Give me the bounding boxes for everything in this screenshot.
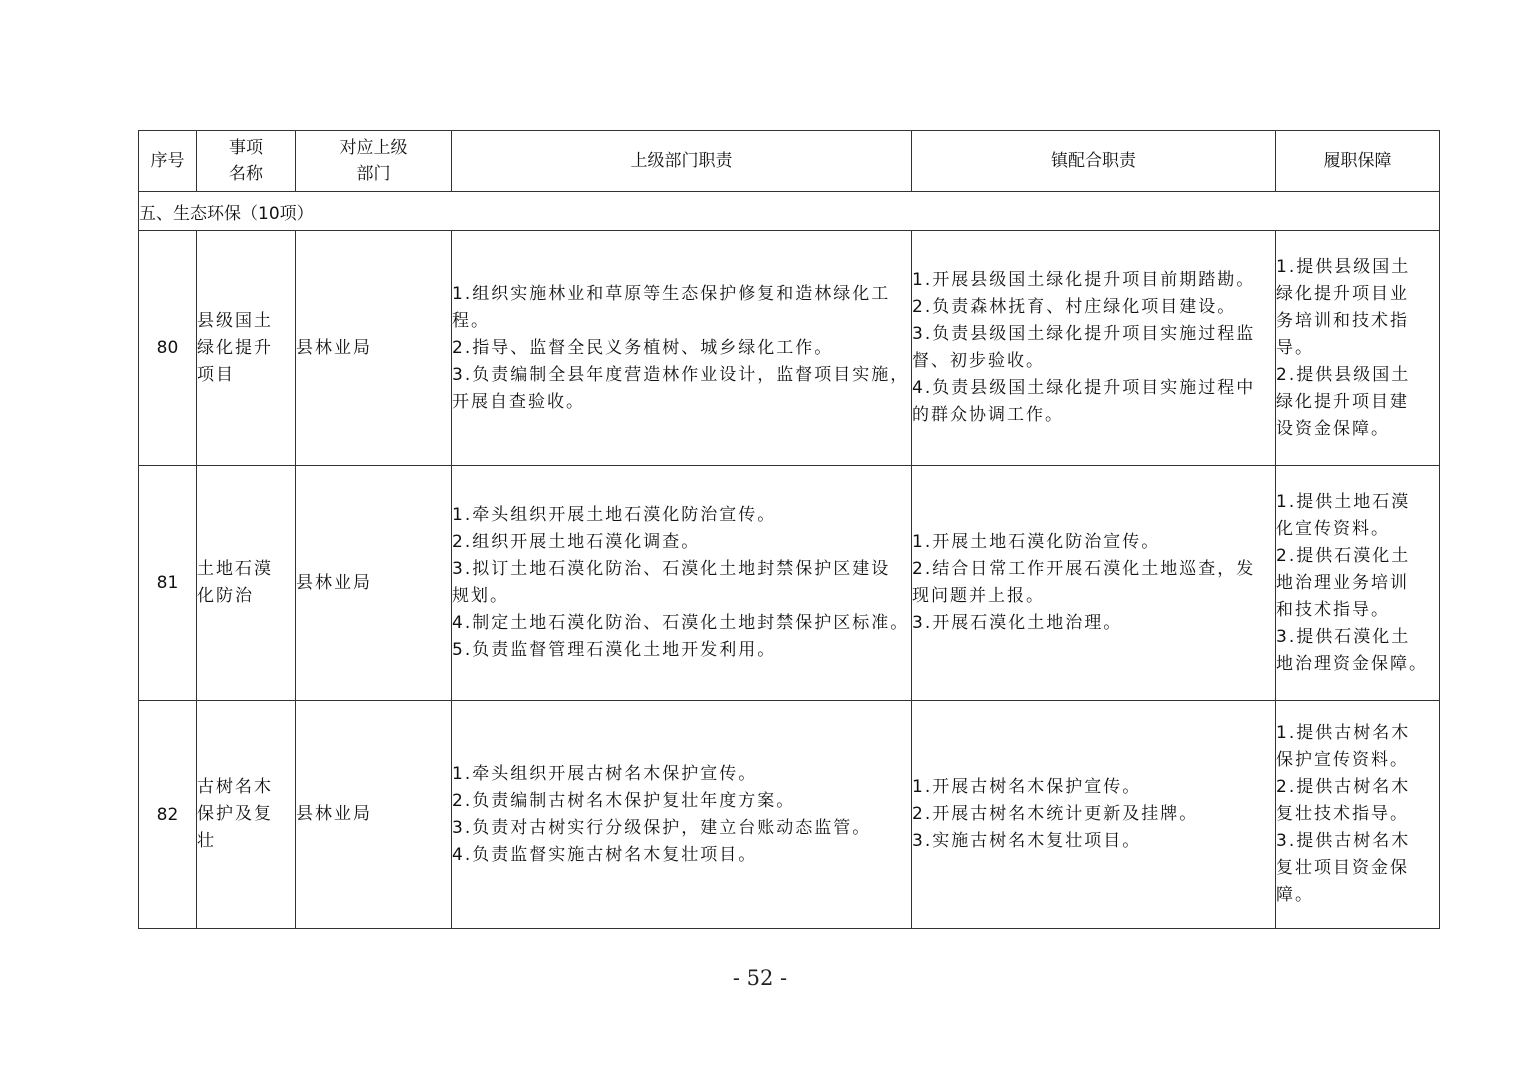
- row-superior-duties-line: 3.负责对古树实行分级保护，建立台账动态监管。: [452, 817, 872, 838]
- header-dept-line2: 部门: [356, 164, 391, 184]
- row-guarantee-line: 2.提供县级国土: [1276, 364, 1411, 385]
- row-town-duties-line: 的群众协调工作。: [912, 405, 1064, 425]
- row-superior-duties-line: 2.组织开展土地石漠化调查。: [452, 532, 701, 552]
- row-guarantee-line: 2.提供石漠化土: [1276, 545, 1411, 566]
- row-seq: 80: [139, 231, 197, 466]
- row-town-duties-line: 1.开展土地石漠化防治宣传。: [912, 532, 1161, 552]
- row-guarantee-line: 2.提供古树名木: [1276, 777, 1411, 797]
- row-superior-duties-line: 4.负责监督实施古树名木复壮项目。: [452, 844, 758, 865]
- row-item-name-line: 县级国土: [197, 310, 273, 331]
- section-row: [139, 192, 1440, 231]
- section-title: 五、生态环保（10项）: [139, 192, 1440, 231]
- row-item-name-line: 绿化提升: [197, 337, 273, 358]
- row-superior-duties-line: 5.负责监督管理石漠化土地开发利用。: [452, 640, 777, 660]
- header-town-duties: 镇配合职责: [912, 131, 1276, 192]
- row-guarantee-line: 复壮项目资金保: [1276, 858, 1409, 878]
- table-row: [139, 231, 1440, 466]
- row-superior-duties-line: 3.拟订土地石漠化防治、石漠化土地封禁保护区建设: [452, 559, 891, 579]
- row-town-duties-line: 1.开展县级国土绿化提升项目前期踏勘。: [912, 270, 1256, 290]
- row-item-name-line: 土地石漠: [197, 559, 273, 579]
- header-seq: 序号: [139, 131, 197, 192]
- row-guarantee-line: 务培训和技术指: [1276, 310, 1409, 331]
- row-item-name: [197, 231, 296, 466]
- header-guarantee: 履职保障: [1276, 131, 1440, 192]
- row-guarantee: [1276, 701, 1440, 929]
- row-town-duties-line: 现问题并上报。: [912, 586, 1045, 606]
- row-guarantee-line: 复壮技术指导。: [1276, 804, 1409, 824]
- row-item-name-line: 古树名木: [197, 777, 273, 797]
- row-town-duties-line: 1.开展古树名木保护宣传。: [912, 777, 1142, 797]
- row-guarantee-line: 绿化提升项目建: [1276, 391, 1409, 412]
- row-item-name: [197, 701, 296, 929]
- row-item-name: [197, 466, 296, 701]
- row-item-name-line: 项目: [197, 364, 235, 385]
- row-guarantee-line: 地治理资金保障。: [1276, 653, 1428, 674]
- row-guarantee-line: 3.提供石漠化土: [1276, 626, 1411, 647]
- header-item-line2: 名称: [229, 164, 263, 184]
- row-guarantee: [1276, 231, 1440, 466]
- row-superior-duties-line: 2.指导、监督全民义务植树、城乡绿化工作。: [452, 337, 834, 358]
- row-superior-duties-line: 2.负责编制古树名木保护复壮年度方案。: [452, 790, 796, 811]
- row-seq: 81: [139, 466, 197, 701]
- row-guarantee-line: 1.提供古树名木: [1276, 723, 1411, 743]
- row-town-duties-line: 3.实施古树名木复壮项目。: [912, 831, 1142, 851]
- row-superior-duties-line: 1.牵头组织开展土地石漠化防治宣传。: [452, 505, 777, 525]
- row-superior-duties-line: 程。: [452, 310, 490, 331]
- row-superior-duties-line: 4.制定土地石漠化防治、石漠化土地封禁保护区标准。: [452, 613, 910, 633]
- row-superior-duties-line: 1.组织实施林业和草原等生态保护修复和造林绿化工: [452, 283, 891, 304]
- header-row: [139, 131, 1440, 192]
- row-superior-duties-line: 规划。: [452, 586, 509, 606]
- row-guarantee-line: 保护宣传资料。: [1276, 750, 1409, 770]
- row-guarantee: [1276, 466, 1440, 701]
- row-superior-duties-line: 开展自查验收。: [452, 391, 585, 412]
- row-town-duties-line: 3.负责县级国土绿化提升项目实施过程监: [912, 324, 1256, 344]
- header-item-line1: 事项: [229, 138, 263, 158]
- row-town-duties-line: 2.负责森林抚育、村庄绿化项目建设。: [912, 297, 1237, 317]
- row-town-duties-line: 2.结合日常工作开展石漠化土地巡查，发: [912, 559, 1256, 579]
- row-guarantee-line: 设资金保障。: [1276, 418, 1390, 439]
- row-superior-duties: [452, 231, 912, 466]
- row-superior-duties: [452, 466, 912, 701]
- row-town-duties: [912, 466, 1276, 701]
- row-guarantee-line: 3.提供古树名木: [1276, 831, 1411, 851]
- row-guarantee-line: 和技术指导。: [1276, 599, 1390, 620]
- row-guarantee-line: 地治理业务培训: [1276, 572, 1409, 593]
- row-town-duties-line: 督、初步验收。: [912, 351, 1045, 371]
- row-seq: 82: [139, 701, 197, 929]
- row-superior-duties-line: 3.负责编制全县年度营造林作业设计，监督项目实施，: [452, 364, 910, 385]
- row-guarantee-line: 1.提供土地石漠: [1276, 491, 1411, 512]
- header-superior-duties: 上级部门职责: [452, 131, 912, 192]
- row-town-duties-line: 4.负责县级国土绿化提升项目实施过程中: [912, 378, 1256, 398]
- duties-table: [138, 130, 1440, 929]
- row-superior-duties-line: 1.牵头组织开展古树名木保护宣传。: [452, 763, 758, 784]
- row-guarantee-line: 障。: [1276, 885, 1314, 905]
- row-superior-duties: [452, 701, 912, 929]
- row-department: 县林业局: [296, 466, 452, 701]
- page-number: - 52 -: [732, 966, 788, 990]
- row-town-duties: [912, 701, 1276, 929]
- row-town-duties: [912, 231, 1276, 466]
- header-item-name: [197, 131, 296, 192]
- header-department: [296, 131, 452, 192]
- row-department: 县林业局: [296, 701, 452, 929]
- table-row: [139, 701, 1440, 929]
- row-department: 县林业局: [296, 231, 452, 466]
- row-guarantee-line: 1.提供县级国土: [1276, 256, 1411, 277]
- row-town-duties-line: 2.开展古树名木统计更新及挂牌。: [912, 804, 1199, 824]
- row-item-name-line: 保护及复: [197, 804, 273, 824]
- row-guarantee-line: 绿化提升项目业: [1276, 283, 1409, 304]
- row-item-name-line: 壮: [197, 831, 216, 851]
- header-dept-line1: 对应上级: [339, 138, 408, 158]
- row-town-duties-line: 3.开展石漠化土地治理。: [912, 613, 1123, 633]
- row-guarantee-line: 导。: [1276, 337, 1314, 358]
- row-item-name-line: 化防治: [197, 586, 254, 606]
- table-row: [139, 466, 1440, 701]
- row-guarantee-line: 化宣传资料。: [1276, 518, 1390, 539]
